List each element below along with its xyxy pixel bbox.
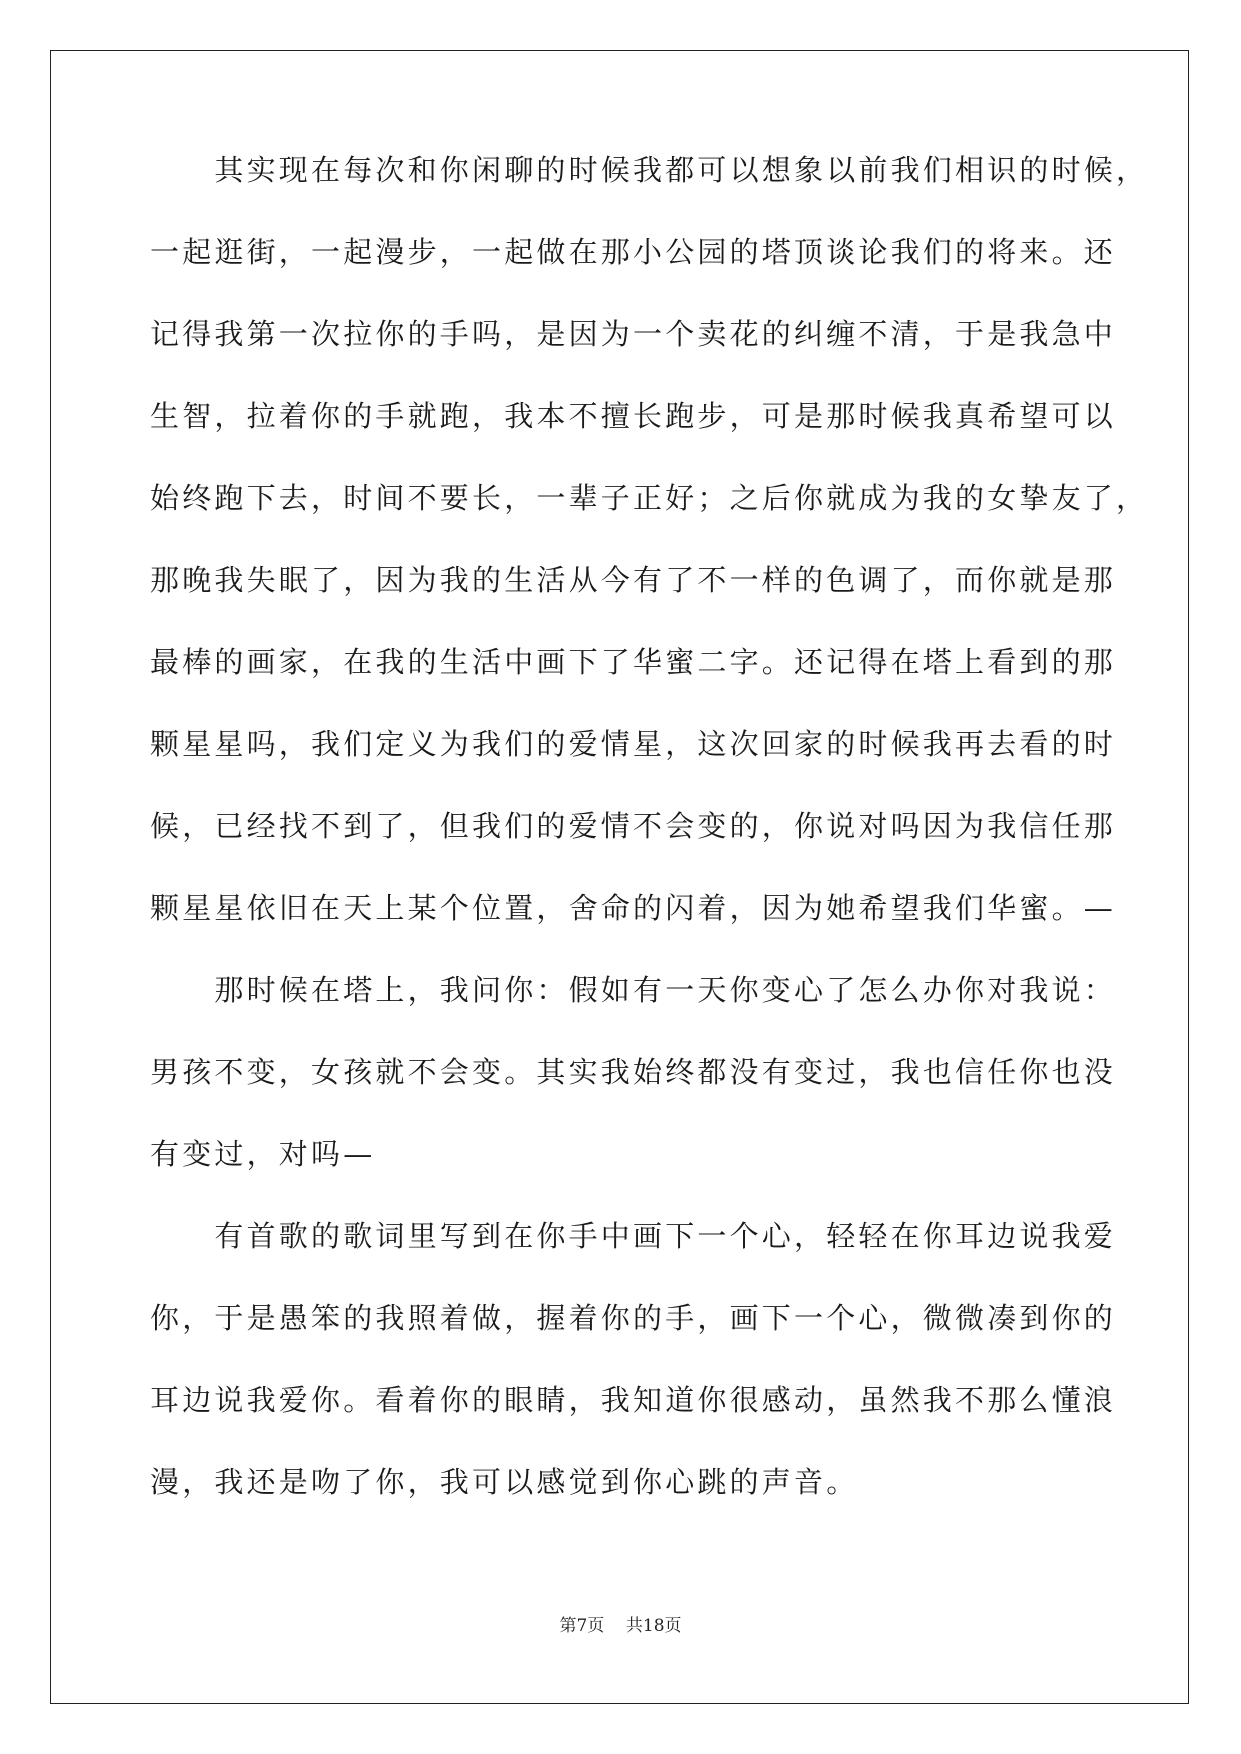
footer-gap xyxy=(604,1616,626,1636)
text-line-13: 有变过，对吗— xyxy=(150,1137,376,1171)
text-line-3: 记得我第一次拉你的手吗，是因为一个卖花的纠缠不清，于是我急中 xyxy=(150,317,1117,351)
text-line-11: 那时候在塔上，我问你：假如有一天你变心了怎么办你对我说： xyxy=(150,973,1117,1007)
text-line-9: 候，已经找不到了，但我们的爱情不会变的，你说对吗因为我信任那 xyxy=(150,809,1117,843)
text-line-2: 一起逛街，一起漫步，一起做在那小公园的塔顶谈论我们的将来。还 xyxy=(150,235,1117,269)
page-total: 共18页 xyxy=(625,1616,682,1636)
text-line-6: 那晚我失眠了，因为我的生活从今有了不一样的色调了，而你就是那 xyxy=(150,563,1117,597)
text-line-12: 男孩不变，女孩就不会变。其实我始终都没有变过，我也信任你也没 xyxy=(150,1055,1117,1089)
page-frame xyxy=(50,50,1189,1704)
text-line-8: 颗星星吗，我们定义为我们的爱情星，这次回家的时候我再去看的时 xyxy=(150,727,1117,761)
page-number: 第7页 xyxy=(559,1616,605,1636)
text-line-7: 最棒的画家，在我的生活中画下了华蜜二字。还记得在塔上看到的那 xyxy=(150,645,1117,679)
text-line-10: 颗星星依旧在天上某个位置，舍命的闪着，因为她希望我们华蜜。— xyxy=(150,891,1117,925)
text-line-17: 漫，我还是吻了你，我可以感觉到你心跳的声音。 xyxy=(150,1465,859,1499)
text-line-1: 其实现在每次和你闲聊的时候我都可以想象以前我们相识的时候， xyxy=(150,153,1149,187)
text-line-4: 生智，拉着你的手就跑，我本不擅长跑步，可是那时候我真希望可以 xyxy=(150,399,1117,433)
text-line-16: 耳边说我爱你。看着你的眼睛，我知道你很感动，虽然我不那么懂浪 xyxy=(150,1383,1117,1417)
text-line-15: 你，于是愚笨的我照着做，握着你的手，画下一个心，微微凑到你的 xyxy=(150,1301,1117,1335)
page-footer xyxy=(0,1615,1241,1637)
text-line-14: 有首歌的歌词里写到在你手中画下一个心，轻轻在你耳边说我爱 xyxy=(150,1219,1117,1253)
text-line-5: 始终跑下去，时间不要长，一辈子正好；之后你就成为我的女挚友了， xyxy=(150,481,1149,515)
